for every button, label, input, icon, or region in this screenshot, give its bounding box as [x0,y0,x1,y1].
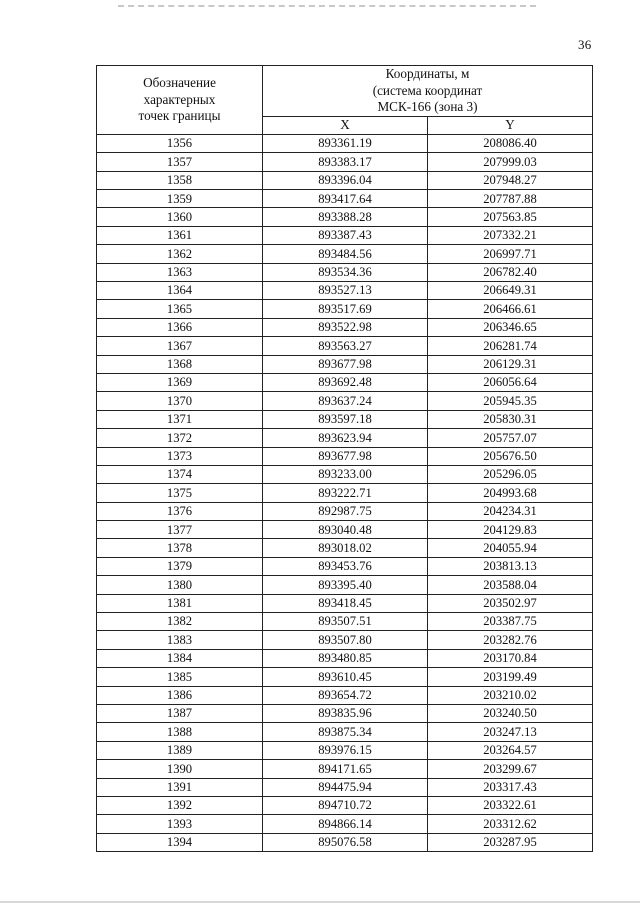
point-number-cell: 1392 [97,796,263,814]
boundary-coordinates-table [96,65,593,852]
header-x: X [263,116,428,134]
x-coordinate-cell: 894475.94 [263,778,428,796]
table-row [97,373,593,391]
x-coordinate-cell: 893222.71 [263,484,428,502]
table-row [97,208,593,226]
header-y: Y [428,116,593,134]
point-number-cell: 1362 [97,245,263,263]
point-number-cell: 1371 [97,410,263,428]
header-point-line-3: точек границы [138,108,221,124]
y-coordinate-cell: 203322.61 [428,796,593,814]
table-row [97,153,593,171]
table-row [97,171,593,189]
header-point-designation [97,66,263,135]
table-row [97,318,593,336]
y-coordinate-cell: 203240.50 [428,705,593,723]
x-coordinate-cell: 893453.76 [263,557,428,575]
x-coordinate-cell: 893976.15 [263,741,428,759]
table-row [97,465,593,483]
point-number-cell: 1387 [97,705,263,723]
point-number-cell: 1379 [97,557,263,575]
table-body [97,134,593,851]
y-coordinate-cell: 207948.27 [428,171,593,189]
x-coordinate-cell: 893597.18 [263,410,428,428]
point-number-cell: 1370 [97,392,263,410]
point-number-cell: 1375 [97,484,263,502]
table-row [97,649,593,667]
x-coordinate-cell: 893040.48 [263,521,428,539]
y-coordinate-cell: 203502.97 [428,594,593,612]
y-coordinate-cell: 206129.31 [428,355,593,373]
table-row [97,576,593,594]
x-coordinate-cell: 893522.98 [263,318,428,336]
table-row [97,190,593,208]
y-coordinate-cell: 206056.64 [428,373,593,391]
x-coordinate-cell: 893396.04 [263,171,428,189]
y-coordinate-cell: 207563.85 [428,208,593,226]
point-number-cell: 1381 [97,594,263,612]
table-row [97,741,593,759]
point-number-cell: 1372 [97,429,263,447]
y-coordinate-cell: 205830.31 [428,410,593,428]
table-row [97,833,593,851]
x-coordinate-cell: 893233.00 [263,465,428,483]
y-coordinate-cell: 204055.94 [428,539,593,557]
x-coordinate-cell: 893418.45 [263,594,428,612]
y-coordinate-cell: 203312.62 [428,815,593,833]
point-number-cell: 1389 [97,741,263,759]
table-row [97,502,593,520]
x-coordinate-cell: 893610.45 [263,668,428,686]
table-row [97,723,593,741]
y-coordinate-cell: 203199.49 [428,668,593,686]
x-coordinate-cell: 893484.56 [263,245,428,263]
page-number: 36 [578,37,592,52]
table-row [97,594,593,612]
header-point-line-1: Обозначение [143,75,216,91]
point-number-cell: 1388 [97,723,263,741]
y-coordinate-cell: 204129.83 [428,521,593,539]
table-row [97,686,593,704]
point-number-cell: 1391 [97,778,263,796]
x-coordinate-cell: 893018.02 [263,539,428,557]
y-coordinate-cell: 207332.21 [428,226,593,244]
y-coordinate-cell: 205757.07 [428,429,593,447]
point-number-cell: 1376 [97,502,263,520]
x-coordinate-cell: 893875.34 [263,723,428,741]
y-coordinate-cell: 206997.71 [428,245,593,263]
x-coordinate-cell: 893835.96 [263,705,428,723]
scan-edge-marks [118,5,536,7]
x-coordinate-cell: 893517.69 [263,300,428,318]
table-row [97,521,593,539]
table-row [97,355,593,373]
point-number-cell: 1367 [97,337,263,355]
point-number-cell: 1359 [97,190,263,208]
table-row [97,410,593,428]
table-row [97,557,593,575]
point-number-cell: 1394 [97,833,263,851]
x-coordinate-cell: 893387.43 [263,226,428,244]
point-number-cell: 1365 [97,300,263,318]
y-coordinate-cell: 204993.68 [428,484,593,502]
table-row [97,760,593,778]
x-coordinate-cell: 893654.72 [263,686,428,704]
y-coordinate-cell: 203247.13 [428,723,593,741]
x-coordinate-cell: 893480.85 [263,649,428,667]
point-number-cell: 1393 [97,815,263,833]
x-coordinate-cell: 893527.13 [263,282,428,300]
y-coordinate-cell: 208086.40 [428,134,593,152]
header-coord-line-3: МСК-166 (зона 3) [377,99,478,114]
point-number-cell: 1369 [97,373,263,391]
table-row [97,815,593,833]
x-coordinate-cell: 893692.48 [263,373,428,391]
point-number-cell: 1368 [97,355,263,373]
table-row [97,300,593,318]
x-coordinate-cell: 893507.51 [263,613,428,631]
point-number-cell: 1357 [97,153,263,171]
x-coordinate-cell: 893563.27 [263,337,428,355]
point-number-cell: 1385 [97,668,263,686]
x-coordinate-cell: 893637.24 [263,392,428,410]
x-coordinate-cell: 893507.80 [263,631,428,649]
header-point-line-2: характерных [143,91,216,107]
point-number-cell: 1386 [97,686,263,704]
y-coordinate-cell: 203387.75 [428,613,593,631]
table-row [97,245,593,263]
point-number-cell: 1382 [97,613,263,631]
point-number-cell: 1361 [97,226,263,244]
y-coordinate-cell: 203282.76 [428,631,593,649]
y-coordinate-cell: 203317.43 [428,778,593,796]
scan-bottom-edge [0,901,640,903]
y-coordinate-cell: 207787.88 [428,190,593,208]
x-coordinate-cell: 894171.65 [263,760,428,778]
point-number-cell: 1378 [97,539,263,557]
point-number-cell: 1384 [97,649,263,667]
table-row [97,392,593,410]
y-coordinate-cell: 206346.65 [428,318,593,336]
x-coordinate-cell: 893395.40 [263,576,428,594]
y-coordinate-cell: 205296.05 [428,465,593,483]
table-row [97,282,593,300]
y-coordinate-cell: 204234.31 [428,502,593,520]
header-coord-line-2: (система координат [372,82,483,98]
point-number-cell: 1360 [97,208,263,226]
y-coordinate-cell: 205945.35 [428,392,593,410]
y-coordinate-cell: 205676.50 [428,447,593,465]
y-coordinate-cell: 203588.04 [428,576,593,594]
point-number-cell: 1383 [97,631,263,649]
x-coordinate-cell: 895076.58 [263,833,428,851]
x-coordinate-cell: 893388.28 [263,208,428,226]
point-number-cell: 1380 [97,576,263,594]
point-number-cell: 1366 [97,318,263,336]
x-coordinate-cell: 894866.14 [263,815,428,833]
x-coordinate-cell: 892987.75 [263,502,428,520]
table-row [97,631,593,649]
x-coordinate-cell: 893534.36 [263,263,428,281]
x-coordinate-cell: 893677.98 [263,355,428,373]
x-coordinate-cell: 893383.17 [263,153,428,171]
table-row [97,705,593,723]
table-row [97,778,593,796]
table-row [97,484,593,502]
x-coordinate-cell: 893677.98 [263,447,428,465]
table-row [97,539,593,557]
y-coordinate-cell: 203210.02 [428,686,593,704]
table-row [97,447,593,465]
y-coordinate-cell: 206281.74 [428,337,593,355]
y-coordinate-cell: 206466.61 [428,300,593,318]
point-number-cell: 1358 [97,171,263,189]
point-number-cell: 1374 [97,465,263,483]
y-coordinate-cell: 203264.57 [428,741,593,759]
table-row [97,429,593,447]
point-number-cell: 1363 [97,263,263,281]
x-coordinate-cell: 894710.72 [263,796,428,814]
table-row [97,337,593,355]
y-coordinate-cell: 206649.31 [428,282,593,300]
x-coordinate-cell: 893417.64 [263,190,428,208]
y-coordinate-cell: 203170.84 [428,649,593,667]
y-coordinate-cell: 203299.67 [428,760,593,778]
point-number-cell: 1373 [97,447,263,465]
point-number-cell: 1377 [97,521,263,539]
y-coordinate-cell: 206782.40 [428,263,593,281]
table-row [97,263,593,281]
point-number-cell: 1356 [97,134,263,152]
x-coordinate-cell: 893361.19 [263,134,428,152]
table-row [97,796,593,814]
y-coordinate-cell: 207999.03 [428,153,593,171]
point-number-cell: 1390 [97,760,263,778]
point-number-cell: 1364 [97,282,263,300]
header-coord-line-1: Координаты, м [385,66,470,81]
table-row [97,613,593,631]
header-coordinates [263,66,593,117]
table-row [97,134,593,152]
x-coordinate-cell: 893623.94 [263,429,428,447]
table-row [97,226,593,244]
table-row [97,668,593,686]
y-coordinate-cell: 203813.13 [428,557,593,575]
y-coordinate-cell: 203287.95 [428,833,593,851]
